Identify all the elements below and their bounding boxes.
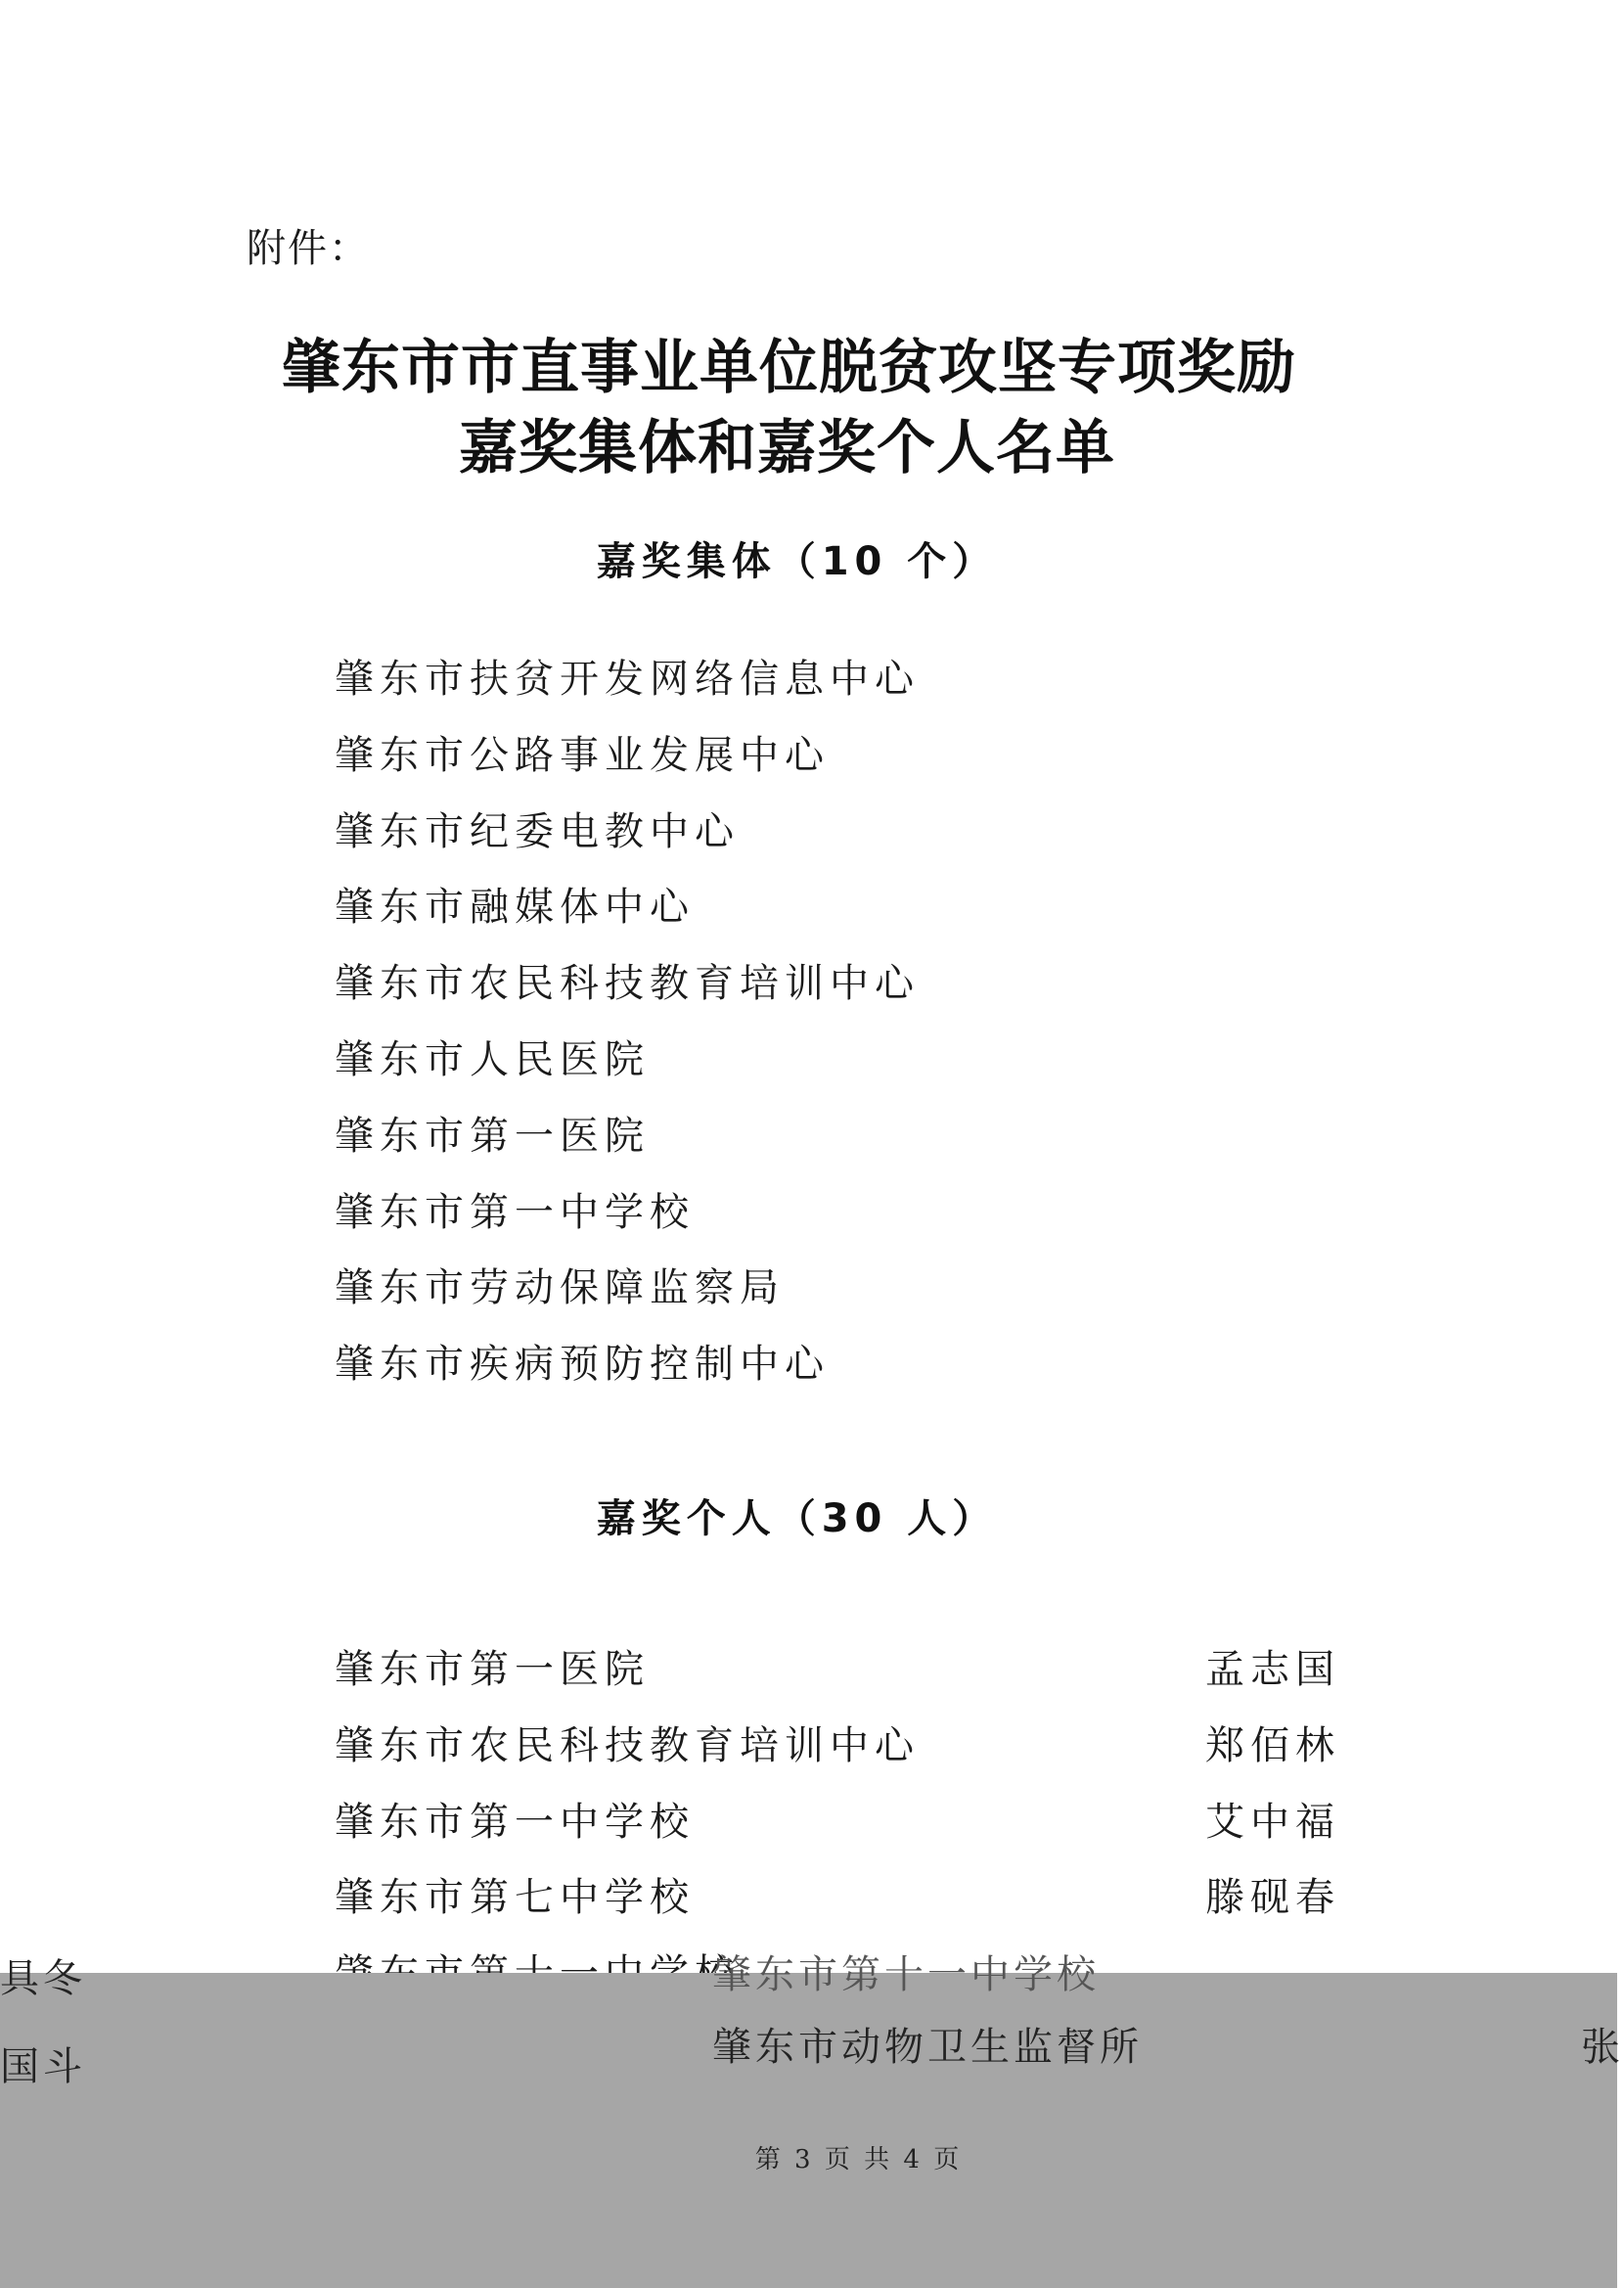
individual-name: 滕砚春 <box>1205 1875 1340 1921</box>
collective-item: 肇东市人民医院 <box>335 1036 650 1082</box>
individual-name: 艾中福 <box>1205 1799 1340 1845</box>
page-footer: 第 3 页 共 4 页 <box>754 2145 963 2174</box>
individual-unit: 肇东市农民科技教育培训中心 <box>335 1722 920 1768</box>
collective-item: 肇东市公路事业发展中心 <box>335 732 830 778</box>
collective-item: 肇东市农民科技教育培训中心 <box>335 961 920 1007</box>
individual-row <box>335 1638 1340 1715</box>
individual-unit: 肇东市第一医院 <box>335 1647 650 1692</box>
individual-section-heading: 嘉奖个人（30 人） <box>596 1496 998 1541</box>
individual-name: 孟志国 <box>1205 1647 1340 1692</box>
overlay-top-left-fragment: 具冬 <box>0 1956 86 2001</box>
overlay-main-text: 肇东市动物卫生监督所 <box>712 2025 1143 2070</box>
page-overlay-region <box>0 1952 1624 2288</box>
overlay-top-mid-fragment: 肇东市第十一中学校 <box>712 1952 1100 1997</box>
individual-name: 郑佰林 <box>1205 1722 1340 1768</box>
collective-list <box>335 648 920 1409</box>
collective-section-heading: 嘉奖集体（10 个） <box>596 539 998 584</box>
collective-item: 肇东市第一医院 <box>335 1113 650 1159</box>
collective-item: 肇东市纪委电教中心 <box>335 808 740 854</box>
collective-item: 肇东市扶贫开发网络信息中心 <box>335 657 920 702</box>
collective-item: 肇东市第一中学校 <box>335 1189 695 1235</box>
individual-row <box>335 1791 1340 1867</box>
individual-unit: 肇东市第七中学校 <box>335 1875 695 1921</box>
document-title-line-2: 嘉奖集体和嘉奖个人名单 <box>459 414 1115 482</box>
overlay-right-fragment: 张 <box>1581 2025 1624 2070</box>
individual-unit: 肇东市第一中学校 <box>335 1799 695 1845</box>
collective-item: 肇东市融媒体中心 <box>335 885 695 931</box>
collective-item: 肇东市疾病预防控制中心 <box>335 1342 830 1388</box>
individual-row <box>335 1866 1340 1943</box>
overlay-left-fragment: 国斗 <box>0 2044 86 2089</box>
document-title-line-1: 肇东市市直事业单位脱贫攻坚专项奖励 <box>282 334 1296 402</box>
collective-item: 肇东市劳动保障监察局 <box>335 1265 785 1311</box>
attachment-label: 附件： <box>247 226 370 271</box>
individual-row <box>335 1715 1340 1791</box>
